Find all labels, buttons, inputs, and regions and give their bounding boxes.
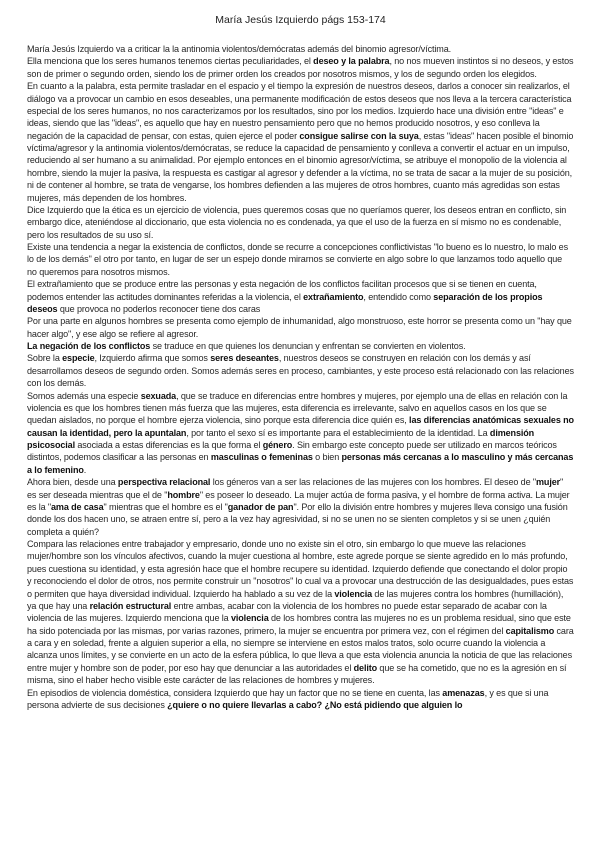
text-run: Existe una tendencia a negar la existencia de conflictos, donde se recurre a concepciones conflictivistas "lo bueno es lo nuestro, lo malo es lo de los demás" el otro por tanto, en lugar de ser un espejo donde mirarnos se convierte en algo sobre lo que lanzamos todo aquello que no queremos para nosotros mismos.: [27, 242, 568, 277]
bold-text: separación de los propios deseos: [27, 291, 543, 314]
text-run: Ahora bien, desde una: [27, 477, 118, 488]
text-run: " es ser deseada mientras que el de ": [27, 477, 564, 500]
paragraph: [27, 80, 574, 204]
text-run: , nuestros deseos se construyen en relación con los demás y así desarrollamos deseos de segundo orden. Somos además seres en proceso, cambiantes, y este proceso está relacionado con las relaciones con los demás.: [27, 353, 574, 389]
document-body: [27, 43, 574, 711]
bold-text: seres deseantes: [210, 353, 279, 364]
paragraph: [27, 352, 574, 389]
text-run: , entendido como: [363, 291, 434, 302]
text-run: , y es que si una persona advierte de sus decisiones: [27, 687, 549, 710]
text-run: cara a cara y en soledad, frente a alguien superior a ella, no siempre se interviene en estos malos tratos, solo ocurre cuando la violencia a alcanza unos límites, y se convierte en un acto de la esfera pública, lo que lleva a que esta violencia anuncia la noticia de que las relaciones entre mujer y hombre son de poder, por eso hay que denunciar a las autoridades el: [27, 625, 574, 673]
bold-text: capitalismo: [505, 625, 555, 636]
text-run: que se ha cometido, que no es la agresión en sí misma, sino el haber hecho visible este carácter de las relaciones de hombres y mujeres.: [27, 662, 567, 686]
paragraph: [27, 538, 574, 687]
text-run: " es poseer lo deseado. La mujer actúa de forma pasiva, y el hombre de forma activa. La mujer es la ": [27, 489, 570, 512]
text-run: entre ambas, acabar con la violencia de los hombres no puede estar separado de acabar con la violencia de las mujeres. Izquierdo menciona que la: [27, 600, 547, 624]
text-run: ". Por ello la división entre hombres y mujeres lleva consigo una fusión donde los dos hacen uno, se atraen entre sí, pero a la vez hay agresividad, si no se unen no se sienten completos y si se unen ¿quién completa a quién?: [27, 501, 568, 537]
text-run: los géneros van a ser las relaciones de las mujeres con los hombres. El deseo de ": [210, 477, 536, 488]
text-run: " mientras que el hombre es el ": [103, 501, 228, 512]
paragraph: [27, 55, 574, 80]
bold-text: ¿No está pidiendo que alguien lo: [324, 699, 463, 710]
text-run: Compara las relaciones entre trabajador y empresario, donde uno no existe sin el otro, sin embargo lo que mueve las relaciones mujer/hombre son los vínculos afectivos, cuando la mujer cuestiona al hombre, este agrede porque se siente agredido en lo más profundo, pues cuestiona su identidad, y esta agresión hace que el hombre recupere su identidad. Izquierdo defiende que conectando el dolor propio y reconociendo el dolor de otros, nos permite construir un "nosotros" lo cual va a provocar una destrucción de las desigualdades, pues estas o permiten que haya diversidad individual. Izquierdo ha hablado a su vez de la: [27, 539, 574, 599]
bold-text: dimensión psicosocial: [27, 427, 535, 450]
bold-text: delito: [353, 662, 378, 673]
bold-text: consigue salirse con la suya: [299, 130, 419, 141]
bold-text: sexuada: [140, 390, 177, 401]
paragraph: [27, 476, 574, 538]
text-run: o bien: [312, 452, 342, 463]
text-run: de los hombres contra las mujeres no es un problema residual, sino que este ha sido potenciada por las mismas, por varias razones, primero, la mujer se encuentra por primera vez, con el régimen del: [27, 613, 571, 636]
bold-text: mujer: [535, 477, 561, 488]
text-run: En cuanto a la palabra, esta permite trasladar en el espacio y el tiempo la expresión de nuestros deseos, darlos a conocer sin realizarlos, el diálogo va a provocar un cambio en esos deseables, una permanente modificación de estos deseos que nos lleva a la tercera característica especial de los seres humanos, no nos caracterizamos por los resultados, sino por los medios. Izquierdo hace una división entre "ideas" e ideas, siendo que las "ideas", es aquello que hay en nuestro pensamiento pero que no hemos producido nosotros, y eso conlleva la negación de la capacidad de pensar, con estas, quien ejerce el poder: [27, 81, 572, 141]
bold-text: relación estructural: [89, 600, 172, 611]
bold-text: personas más cercanas a lo masculino y más cercanas a lo femenino: [27, 452, 574, 475]
text-run: , por tanto el sexo sí es importante para el establecimiento de la identidad. La: [186, 427, 490, 438]
bold-text: violencia: [230, 613, 269, 624]
text-run: , estas "ideas" hacen posible el binomio víctima/agresor y la antinomia violentos/demócratas, se reduce la capacidad de pensamiento y conlleva a convertir el actuar en un impulso, reduciendo al ser humano a su animalidad. Por ejemplo entonces en el binomio agresor/víctima, se atribuye el monopolio de la violencia al hombre, siendo la mujer la pasiva, la respuesta es castigar al agresor y defender a la víctima, no se trata de sacar a la mujer de su posición, ni de contener al hombre, se trata de vengarse, los hombres defienden a las mujeres de otros hombres, cuanto más agredidas son estas mujeres, más dependen de los hombres.: [27, 130, 574, 203]
text-run: , no nos mueven instintos si no deseos, y estos son de primer o segundo orden, siendo los de primer orden los creados por nosotros mismos, y los de segundo orden los elegidos.: [27, 56, 574, 79]
paragraph: [27, 204, 574, 241]
document-title: María Jesús Izquierdo págs 153-174: [215, 14, 386, 26]
bold-text: masculinas o femeninas: [210, 452, 313, 463]
bold-text: deseo y la palabra: [313, 56, 390, 67]
text-run: , Izquierdo afirma que somos: [94, 353, 211, 364]
bold-text: las diferencias anatómicas sexuales no causan la identidad, pero la apuntalan: [27, 415, 574, 438]
bold-text: especie: [62, 353, 95, 364]
text-run: . Sin embargo este concepto puede ser utilizado en marcos teóricos distintos, podemos clasificar a las personas en: [27, 440, 557, 463]
text-run: Dice Izquierdo que la ética es un ejercicio de violencia, pues queremos cosas que no queríamos querer, los deseos entran en conflicto, sin embargo dice, ateniéndose al diccionario, que esta violencia no es condenada, ya que el uso de la fuerza en sí mismo no es condenable, pero los resultados de su uso sí.: [27, 204, 567, 240]
bold-text: ama de casa: [51, 501, 104, 512]
paragraph: [27, 241, 574, 278]
bold-text: género: [262, 440, 293, 450]
paragraph: [27, 315, 574, 340]
bold-text: violencia: [334, 588, 373, 599]
text-run: El extrañamiento que se produce entre las personas y esta negación de los conflictos facilitan procesos que si se tienen en cuenta, podemos entender las actitudes dominantes referidas a la violencia, el: [27, 279, 537, 302]
paragraph: [27, 687, 574, 712]
bold-text: perspectiva relacional: [117, 477, 211, 488]
text-run: Ella menciona que los seres humanos tenemos ciertas peculiaridades, el: [27, 56, 314, 67]
bold-text: La negación de los conflictos: [27, 341, 151, 351]
text-run: Somos además una especie: [27, 390, 141, 401]
paragraph: [27, 278, 574, 315]
paragraph: [27, 390, 574, 477]
bold-text: amenazas: [442, 687, 485, 698]
text-run: que provoca no poderlos reconocer tiene dos caras: [57, 303, 261, 314]
text-run: Por una parte en algunos hombres se presenta como ejemplo de inhumanidad, algo monstruoso, este horror se presenta como un "hay que hacer algo", y ese algo se refiere al agresor.: [27, 316, 572, 339]
bold-text: ¿quiere o no quiere llevarlas a cabo?: [167, 699, 323, 710]
text-run: asociada a estas diferencias es la que forma el: [74, 440, 263, 450]
text-run: se traduce en que quienes los denuncian y enfrentan se convierten en violentos.: [150, 341, 466, 351]
text-run: En episodios de violencia doméstica, considera Izquierdo que hay un factor que no se tiene en cuenta, las: [27, 687, 443, 698]
text-run: , que se traduce en diferencias entre hombres y mujeres, por ejemplo una de ellas en relación con la violencia es que los hombres tienen más fuerza que las mujeres, esta diferencia es irrelevante, salvo en aquellos casos en los que se quedan aislados, no porque el hombre ejerza violencia, sino porque esta diferencia dice quién es,: [27, 390, 568, 426]
paragraph: [27, 43, 574, 55]
text-run: María Jesús Izquierdo va a criticar la la antinomia violentos/demócratas además del binomio agresor/víctima.: [27, 44, 452, 54]
paragraph: [27, 340, 574, 352]
bold-text: ganador de pan: [227, 501, 294, 512]
text-run: de las mujeres contra los hombres (humillación), ya que hay una: [27, 588, 564, 611]
text-run: .: [83, 464, 87, 475]
bold-text: hombre: [167, 489, 200, 500]
text-run: Sobre la: [27, 353, 63, 364]
bold-text: extrañamiento: [303, 291, 364, 302]
